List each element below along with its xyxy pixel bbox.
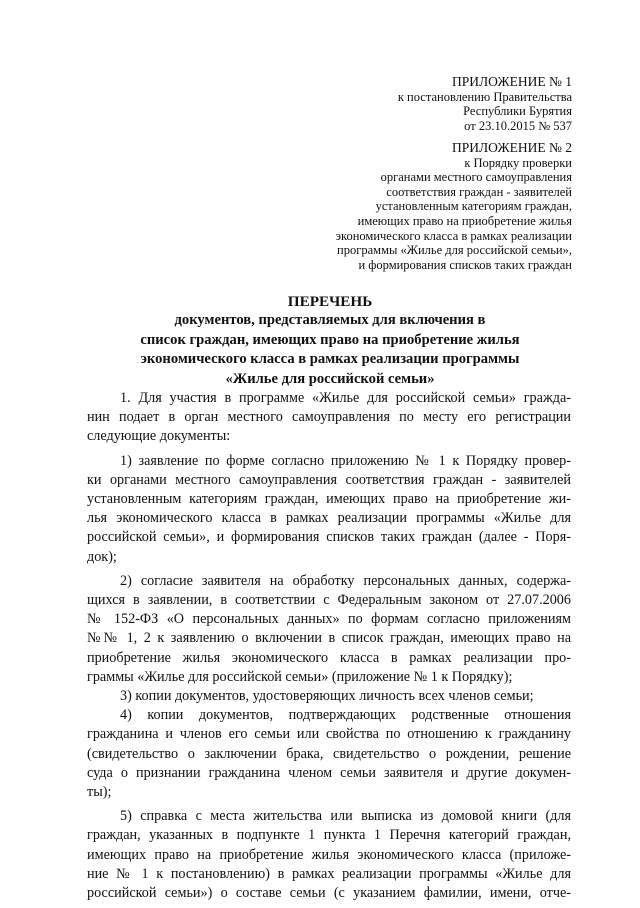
paragraph-line: ние № 1 к постановлению) в рамках реализации программы «Жилье для: [87, 865, 571, 882]
appendix-1-line: Республики Бурятия: [463, 104, 572, 119]
title-main: ПЕРЕЧЕНЬ: [287, 293, 373, 310]
paragraph-line: российской семьи», и формирования списков таких граждан (далее - Поря-: [87, 529, 571, 546]
paragraph-line: лья экономического класса в рамках реализации программы «Жилье для: [87, 510, 571, 527]
paragraph-line: №№ 1, 2 к заявлению о включении в список граждан, имеющих право на: [87, 630, 571, 647]
document-title: [96, 292, 564, 389]
paragraph-item-5: [87, 807, 571, 903]
title-line: документов, представляемых для включения в: [174, 312, 486, 329]
appendix-2-line: органами местного самоуправления: [380, 170, 572, 185]
paragraph-line: ты);: [87, 784, 112, 801]
paragraph-line: суда о признании гражданина членом семьи заявителя и другие докумен-: [87, 764, 571, 781]
appendix-2-line: и формирования списков таких граждан: [358, 257, 572, 272]
paragraph-item-4: [87, 706, 571, 802]
paragraph-line: граждан, указанных в подпункте 1 пункта 1 Перечня категорий граждан,: [87, 827, 571, 844]
title-line: «Жилье для российской семьи»: [225, 370, 435, 387]
paragraph-item-1: [87, 452, 571, 567]
appendix-2-header: [336, 141, 572, 272]
appendix-2-title: ПРИЛОЖЕНИЕ № 2: [451, 140, 572, 155]
appendix-2-line: программы «Жилье для российской семьи»,: [337, 243, 572, 258]
paragraph-line: 1) заявление по форме согласно приложению № 1 к Порядку провер-: [120, 452, 571, 469]
document-body: [87, 389, 571, 908]
paragraph-line: 3) копии документов, удостоверяющих личность всех членов семьи;: [120, 688, 534, 705]
appendix-1-line: к постановлению Правительства: [397, 89, 572, 104]
paragraph-line: гражданина и членов его семьи или свойства по отношению к гражданину: [87, 726, 571, 743]
appendix-1-line: от 23.10.2015 № 537: [464, 118, 572, 133]
title-line: список граждан, имеющих право на приобретение жилья: [140, 331, 520, 348]
paragraph-line: док);: [87, 548, 117, 565]
paragraph-line: щихся в заявлении, в соответствии с Федеральным законом от 27.07.2006: [87, 592, 571, 609]
appendix-2-line: имеющих право на приобретение жилья: [357, 213, 572, 228]
appendix-2-line: экономического класса в рамках реализации: [335, 228, 572, 243]
title-line: экономического класса в рамках реализации программы: [140, 351, 520, 368]
paragraph-item-3: [87, 687, 571, 706]
appendix-1-header: [398, 75, 572, 133]
paragraph-line: 4) копии документов, подтверждающих родственные отношения: [120, 707, 571, 724]
appendix-2-line: к Порядку проверки: [464, 155, 572, 170]
paragraph-line: нин подает в орган местного самоуправления по месту его регистрации: [87, 409, 571, 426]
appendix-2-line: установленным категориям граждан,: [375, 199, 572, 214]
appendix-1-title: ПРИЛОЖЕНИЕ № 1: [451, 74, 572, 89]
paragraph-line: (свидетельство о заключении брака, свидетельство о рождении, решение: [87, 745, 571, 762]
paragraph-line: приобретение жилья экономического класса в рамках реализации про-: [87, 649, 571, 666]
paragraph-line: российской семьи») о составе семьи (с указанием фамилии, имени, отче-: [87, 885, 571, 902]
paragraph-line: 5) справка с места жительства или выписка из домовой книги (для: [120, 808, 571, 825]
appendix-2-line: соответствия граждан - заявителей: [386, 184, 572, 199]
paragraph-line: граммы «Жилье для российской семьи» (приложение № 1 к Порядку);: [87, 668, 513, 685]
paragraph-line: 2) согласие заявителя на обработку персональных данных, содержа-: [120, 572, 571, 589]
paragraph-line: № 152-ФЗ «О персональных данных» по формам согласно приложениям: [87, 611, 571, 628]
paragraph-line: ки органами местного самоуправления соответствия граждан - заявителей: [87, 471, 571, 488]
paragraph-item-2: [87, 572, 571, 687]
paragraph-line: установленным категориям граждан, имеющих право на приобретение жи-: [87, 491, 571, 508]
paragraph-1: [87, 389, 571, 447]
paragraph-line: следующие документы:: [87, 428, 231, 445]
paragraph-line: имеющих право на приобретение жилья экономического класса (приложе-: [87, 846, 571, 863]
paragraph-line: 1. Для участия в программе «Жилье для российской семьи» гражда-: [120, 390, 571, 406]
